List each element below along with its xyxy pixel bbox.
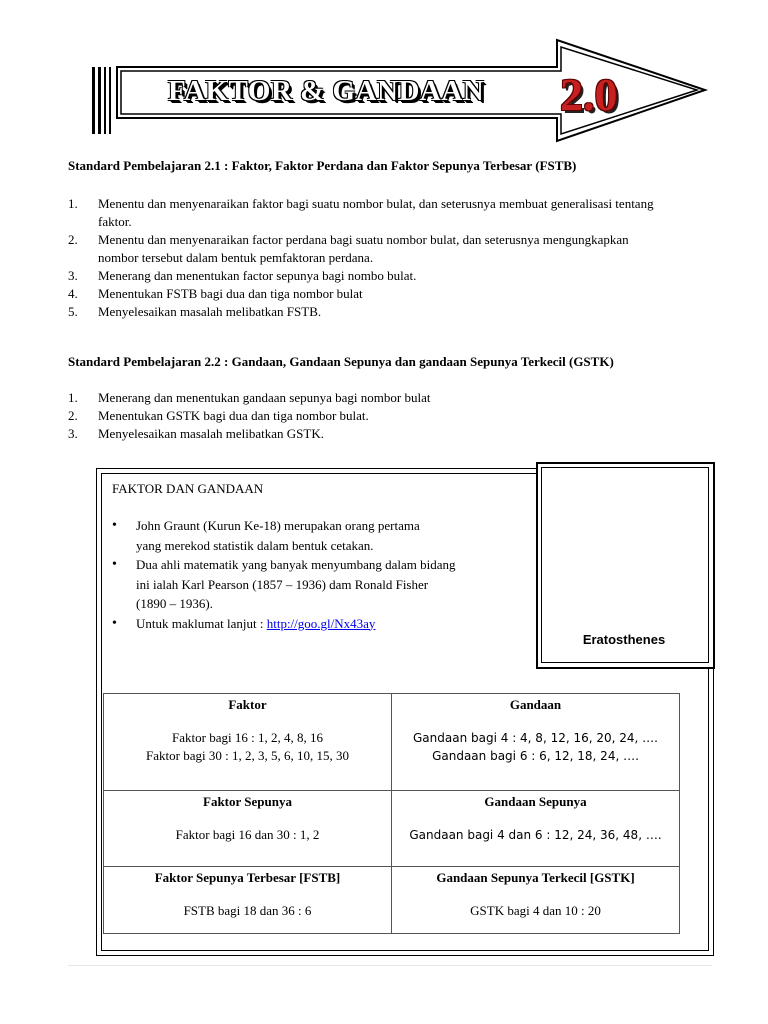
cell-header: Faktor (228, 697, 267, 712)
item-number: 1. (68, 390, 78, 405)
table-row (104, 694, 680, 791)
item-number: 3. (68, 268, 78, 283)
table-cell (392, 694, 680, 791)
item-number: 2. (68, 232, 78, 247)
text-line: yang merekod statistik dalam bentuk cetakan. (136, 537, 374, 553)
text-line: ini ialah Karl Pearson (1857 – 1936) dam Ronald Fisher (136, 576, 429, 592)
item-text: faktor. (98, 214, 132, 229)
table-cell (392, 867, 680, 934)
bullet-icon: • (112, 518, 117, 533)
standard-2-2-heading: Standard Pembelajaran 2.2 : Gandaan, Gandaan Sepunya dan gandaan Sepunya Terkecil (GSTK) (68, 354, 614, 369)
text-line: John Graunt (Kurun Ke-18) merupakan orang pertama (136, 518, 420, 533)
list-item (112, 555, 532, 614)
standard-2-1-heading: Standard Pembelajaran 2.1 : Faktor, Faktor Perdana dan Faktor Sepunya Terbesar (FSTB) (68, 158, 577, 173)
item-number (68, 249, 98, 267)
cell-line: Gandaan bagi 4 : 4, 8, 12, 16, 20, 24, …. (413, 731, 658, 745)
more-info-label: Untuk maklumat lanjut : (136, 615, 267, 631)
more-info-link[interactable]: http://goo.gl/Nx43ay (266, 615, 376, 631)
text-line: Dua ahli matematik yang banyak menyumbang dalam bidang (136, 557, 456, 572)
item-text: Menyelesaikan masalah melibatkan FSTB. (98, 304, 322, 319)
footer-divider (68, 965, 712, 966)
bullet-icon: • (112, 615, 117, 631)
cell-line: Gandaan bagi 6 : 6, 12, 18, 24, …. (432, 749, 639, 763)
list-item (68, 231, 718, 249)
item-text: Menentukan FSTB bagi dua dan tiga nombor bulat (98, 286, 363, 301)
cell-line: Faktor bagi 16 : 1, 2, 4, 8, 16 (172, 730, 323, 745)
infobox-bullet-list (112, 516, 532, 633)
item-number: 1. (68, 196, 78, 211)
item-text: Menentu dan menyenaraikan faktor bagi suatu nombor bulat, dan seterusnya membuat generalisasi tentang (98, 196, 654, 211)
standard-2-2-list (68, 389, 718, 443)
bullet-icon: • (112, 557, 117, 572)
item-text: nombor tersebut dalam bentuk pemfaktoran perdana. (98, 250, 374, 265)
cell-header: Faktor Sepunya Terbesar [FSTB] (154, 870, 341, 885)
cell-header: Faktor Sepunya (203, 794, 292, 809)
infobox-title: FAKTOR DAN GANDAAN (112, 481, 264, 496)
list-item (68, 195, 718, 213)
chapter-number: 2.0 (560, 69, 618, 120)
cell-header: Gandaan (509, 697, 562, 712)
cell-header: Gandaan Sepunya Terkecil [GSTK] (436, 870, 635, 885)
list-item (68, 249, 718, 267)
item-text: Menerang dan menentukan factor sepunya bagi nombo bulat. (98, 268, 417, 283)
list-item (112, 516, 532, 555)
cell-line: FSTB bagi 18 dan 36 : 6 (183, 903, 312, 918)
item-text (136, 516, 532, 555)
table-cell (104, 694, 392, 791)
cell-line: Faktor bagi 16 dan 30 : 1, 2 (175, 827, 320, 842)
table-row (104, 791, 680, 867)
item-text: Menyelesaikan masalah melibatkan GSTK. (98, 426, 324, 441)
list-item (112, 614, 532, 634)
list-item (68, 303, 718, 321)
table-cell (104, 791, 392, 867)
table-row (104, 867, 680, 934)
item-number: 5. (68, 304, 78, 319)
item-text: Menerang dan menentukan gandaan sepunya bagi nombor bulat (98, 390, 431, 405)
item-text (136, 614, 532, 634)
list-item (68, 389, 718, 407)
list-item (68, 285, 718, 303)
standard-2-1-list (68, 195, 718, 321)
portrait-caption: Eratosthenes (582, 632, 666, 647)
list-item (68, 267, 718, 285)
table-cell (392, 791, 680, 867)
item-text (136, 555, 532, 614)
list-item (68, 425, 718, 443)
cell-header: Gandaan Sepunya (484, 794, 587, 809)
cell-line: GSTK bagi 4 dan 10 : 20 (470, 903, 601, 918)
list-item (68, 213, 718, 231)
item-text: Menentukan GSTK bagi dua dan tiga nombor bulat. (98, 408, 369, 423)
item-number: 3. (68, 426, 78, 441)
item-text: Menentu dan menyenaraikan factor perdana bagi suatu nombor bulat, dan seterusnya mengungkapkan (98, 232, 629, 247)
item-number: 2. (68, 408, 78, 423)
text-line: (1890 – 1936). (136, 596, 213, 611)
banner-title: FAKTOR & GANDAAN (168, 75, 485, 107)
item-number (68, 213, 98, 231)
cell-line: Faktor bagi 30 : 1, 2, 3, 5, 6, 10, 15, 30 (146, 748, 349, 763)
list-item (68, 407, 718, 425)
cell-line: Gandaan bagi 4 dan 6 : 12, 24, 36, 48, …. (409, 828, 662, 842)
factor-multiple-table (103, 693, 680, 934)
table-cell (104, 867, 392, 934)
item-number: 4. (68, 286, 78, 301)
